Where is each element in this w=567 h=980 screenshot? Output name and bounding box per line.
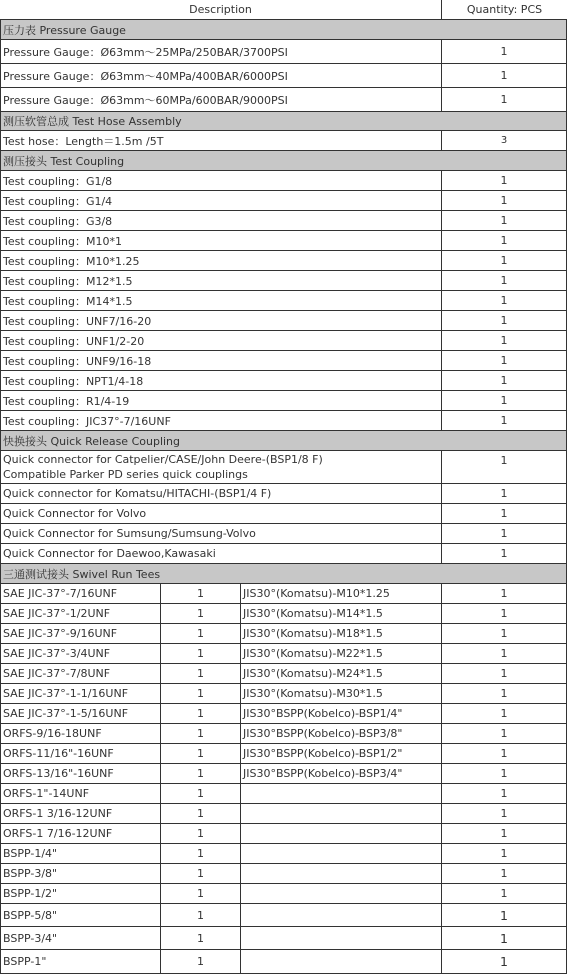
tee-left-quantity: 1 bbox=[160, 724, 240, 744]
tee-right-quantity: 1 bbox=[441, 644, 567, 664]
table-row bbox=[0, 331, 567, 351]
tee-left-quantity: 1 bbox=[160, 784, 240, 804]
item-description bbox=[0, 451, 441, 484]
table-row bbox=[0, 64, 567, 88]
table-row bbox=[0, 451, 567, 484]
item-description: Test coupling：M12*1.5 bbox=[0, 271, 441, 291]
item-quantity: 1 bbox=[441, 411, 567, 431]
table-row bbox=[0, 624, 567, 644]
section-title: 三通测试接头 Swivel Run Tees bbox=[0, 564, 567, 584]
tee-left-quantity: 1 bbox=[160, 844, 240, 864]
item-description: Test coupling：G1/8 bbox=[0, 171, 441, 191]
item-description: Test coupling：G1/4 bbox=[0, 191, 441, 211]
tee-right-description bbox=[240, 884, 441, 904]
tee-left-quantity: 1 bbox=[160, 904, 240, 927]
tee-left-quantity: 1 bbox=[160, 664, 240, 684]
table-row bbox=[0, 684, 567, 704]
tee-right-quantity: 1 bbox=[441, 604, 567, 624]
tee-left-quantity: 1 bbox=[160, 884, 240, 904]
tee-left-quantity: 1 bbox=[160, 584, 240, 604]
tee-right-description: JIS30°(Komatsu)-M22*1.5 bbox=[240, 644, 441, 664]
tee-right-description bbox=[240, 824, 441, 844]
table-row bbox=[0, 191, 567, 211]
tee-right-quantity: 1 bbox=[441, 844, 567, 864]
section-test-coupling bbox=[0, 151, 567, 171]
item-description: Test coupling：R1/4-19 bbox=[0, 391, 441, 411]
tee-left-quantity: 1 bbox=[160, 804, 240, 824]
section-quick-release bbox=[0, 431, 567, 451]
tee-right-quantity: 1 bbox=[441, 624, 567, 644]
tee-left-description: SAE JIC-37°-7/8UNF bbox=[0, 664, 160, 684]
tee-right-description: JIS30°BSPP(Kobelco)-BSP1/4" bbox=[240, 704, 441, 724]
item-quantity: 1 bbox=[441, 451, 567, 484]
tee-right-quantity: 1 bbox=[441, 724, 567, 744]
tee-right-quantity: 1 bbox=[441, 884, 567, 904]
section-swivel-run-tees bbox=[0, 564, 567, 584]
tee-left-quantity: 1 bbox=[160, 824, 240, 844]
tee-left-description: SAE JIC-37°-3/4UNF bbox=[0, 644, 160, 664]
tee-left-quantity: 1 bbox=[160, 624, 240, 644]
table-row bbox=[0, 844, 567, 864]
tee-right-description bbox=[240, 804, 441, 824]
table-row bbox=[0, 484, 567, 504]
tee-left-description: ORFS-1"-14UNF bbox=[0, 784, 160, 804]
tee-right-description: JIS30°(Komatsu)-M14*1.5 bbox=[240, 604, 441, 624]
item-quantity: 1 bbox=[441, 251, 567, 271]
item-quantity: 1 bbox=[441, 371, 567, 391]
item-quantity: 1 bbox=[441, 271, 567, 291]
tee-left-description: ORFS-9/16-18UNF bbox=[0, 724, 160, 744]
tee-right-quantity: 1 bbox=[441, 704, 567, 724]
tee-right-description: JIS30°(Komatsu)-M18*1.5 bbox=[240, 624, 441, 644]
item-quantity: 1 bbox=[441, 544, 567, 564]
tee-left-description: SAE JIC-37°-1/2UNF bbox=[0, 604, 160, 624]
section-title: 测压接头 Test Coupling bbox=[0, 151, 567, 171]
tee-right-description: JIS30°(Komatsu)-M30*1.5 bbox=[240, 684, 441, 704]
item-description-line: Compatible Parker PD series quick couplings bbox=[3, 468, 248, 481]
tee-left-quantity: 1 bbox=[160, 684, 240, 704]
table-row bbox=[0, 904, 567, 927]
tee-right-description bbox=[240, 927, 441, 950]
table-row bbox=[0, 251, 567, 271]
tee-right-quantity: 1 bbox=[441, 824, 567, 844]
table-row bbox=[0, 131, 567, 151]
tee-right-quantity: 1 bbox=[441, 864, 567, 884]
item-quantity: 3 bbox=[441, 131, 567, 151]
item-description: Test coupling：M10*1.25 bbox=[0, 251, 441, 271]
tee-left-description: ORFS-1 3/16-12UNF bbox=[0, 804, 160, 824]
section-pressure-gauge bbox=[0, 20, 567, 40]
item-description: Test hose：Length＝1.5m /5T bbox=[0, 131, 441, 151]
item-description: Quick connector for Komatsu/HITACHI-(BSP1/4 F) bbox=[0, 484, 441, 504]
section-test-hose bbox=[0, 112, 567, 131]
section-title: 压力表 Pressure Gauge bbox=[0, 20, 567, 40]
table-row bbox=[0, 311, 567, 331]
tee-left-description: BSPP-1/4" bbox=[0, 844, 160, 864]
table-row bbox=[0, 927, 567, 950]
tee-left-description: BSPP-3/4" bbox=[0, 927, 160, 950]
table-row bbox=[0, 291, 567, 311]
table-row bbox=[0, 524, 567, 544]
table-row bbox=[0, 950, 567, 974]
table-row bbox=[0, 864, 567, 884]
tee-right-description bbox=[240, 784, 441, 804]
table-row bbox=[0, 584, 567, 604]
tee-right-quantity: 1 bbox=[441, 684, 567, 704]
table-row bbox=[0, 411, 567, 431]
tee-left-quantity: 1 bbox=[160, 927, 240, 950]
tee-left-quantity: 1 bbox=[160, 864, 240, 884]
tee-left-quantity: 1 bbox=[160, 764, 240, 784]
quantity-header: Quantity: PCS bbox=[441, 0, 567, 20]
tee-right-quantity: 1 bbox=[441, 764, 567, 784]
table-row bbox=[0, 664, 567, 684]
item-quantity: 1 bbox=[441, 191, 567, 211]
tee-right-quantity: 1 bbox=[441, 744, 567, 764]
item-quantity: 1 bbox=[441, 231, 567, 251]
tee-right-description bbox=[240, 950, 441, 974]
tee-right-description: JIS30°BSPP(Kobelco)-BSP1/2" bbox=[240, 744, 441, 764]
item-quantity: 1 bbox=[441, 211, 567, 231]
tee-right-description: JIS30°(Komatsu)-M24*1.5 bbox=[240, 664, 441, 684]
tee-right-description bbox=[240, 904, 441, 927]
table-row bbox=[0, 724, 567, 744]
tee-right-description bbox=[240, 864, 441, 884]
table-row bbox=[0, 351, 567, 371]
item-quantity: 1 bbox=[441, 331, 567, 351]
item-quantity: 1 bbox=[441, 88, 567, 112]
table-row bbox=[0, 804, 567, 824]
item-quantity: 1 bbox=[441, 504, 567, 524]
tee-right-quantity: 1 bbox=[441, 950, 567, 974]
tee-left-description: BSPP-5/8" bbox=[0, 904, 160, 927]
table-row bbox=[0, 884, 567, 904]
table-row bbox=[0, 544, 567, 564]
item-quantity: 1 bbox=[441, 484, 567, 504]
section-title: 测压软管总成 Test Hose Assembly bbox=[0, 112, 567, 131]
item-quantity: 1 bbox=[441, 291, 567, 311]
tee-right-description: JIS30°BSPP(Kobelco)-BSP3/8" bbox=[240, 724, 441, 744]
item-description: Test coupling：M10*1 bbox=[0, 231, 441, 251]
tee-left-description: BSPP-3/8" bbox=[0, 864, 160, 884]
table-row bbox=[0, 211, 567, 231]
item-quantity: 1 bbox=[441, 311, 567, 331]
table-row bbox=[0, 40, 567, 64]
description-header: Description bbox=[0, 0, 441, 20]
item-description: Test coupling：JIC37°-7/16UNF bbox=[0, 411, 441, 431]
tee-left-description: BSPP-1" bbox=[0, 950, 160, 974]
item-description: Test coupling：UNF7/16-20 bbox=[0, 311, 441, 331]
item-description: Pressure Gauge：Ø63mm～25MPa/250BAR/3700PSI bbox=[0, 40, 441, 64]
item-description: Test coupling：M14*1.5 bbox=[0, 291, 441, 311]
tee-left-quantity: 1 bbox=[160, 604, 240, 624]
section-title: 快换接头 Quick Release Coupling bbox=[0, 431, 567, 451]
tee-right-quantity: 1 bbox=[441, 927, 567, 950]
item-quantity: 1 bbox=[441, 64, 567, 88]
tee-left-description: ORFS-11/16"-16UNF bbox=[0, 744, 160, 764]
table-row bbox=[0, 371, 567, 391]
tee-left-quantity: 1 bbox=[160, 744, 240, 764]
item-description: Test coupling：UNF9/16-18 bbox=[0, 351, 441, 371]
tee-left-description: SAE JIC-37°-1-1/16UNF bbox=[0, 684, 160, 704]
table-row bbox=[0, 171, 567, 191]
table-row bbox=[0, 604, 567, 624]
item-description: Pressure Gauge：Ø63mm～60MPa/600BAR/9000PSI bbox=[0, 88, 441, 112]
table-row bbox=[0, 764, 567, 784]
table-row bbox=[0, 231, 567, 251]
tee-right-quantity: 1 bbox=[441, 904, 567, 927]
tee-left-description: SAE JIC-37°-1-5/16UNF bbox=[0, 704, 160, 724]
table-row bbox=[0, 704, 567, 724]
tee-left-description: SAE JIC-37°-9/16UNF bbox=[0, 624, 160, 644]
tee-left-quantity: 1 bbox=[160, 644, 240, 664]
table-row bbox=[0, 824, 567, 844]
table-row bbox=[0, 744, 567, 764]
item-description: Quick Connector for Daewoo,Kawasaki bbox=[0, 544, 441, 564]
table-row bbox=[0, 784, 567, 804]
item-description: Test coupling：G3/8 bbox=[0, 211, 441, 231]
item-description: Quick Connector for Sumsung/Sumsung-Volvo bbox=[0, 524, 441, 544]
table-header bbox=[0, 0, 567, 20]
item-description-line: Quick connector for Catpelier/CASE/John Deere-(BSP1/8 F) bbox=[3, 453, 323, 466]
item-quantity: 1 bbox=[441, 40, 567, 64]
tee-right-description: JIS30°BSPP(Kobelco)-BSP3/4" bbox=[240, 764, 441, 784]
tee-left-quantity: 1 bbox=[160, 950, 240, 974]
item-description: Test coupling：UNF1/2-20 bbox=[0, 331, 441, 351]
tee-left-quantity: 1 bbox=[160, 704, 240, 724]
tee-right-quantity: 1 bbox=[441, 664, 567, 684]
table-row bbox=[0, 271, 567, 291]
item-quantity: 1 bbox=[441, 524, 567, 544]
tee-left-description: ORFS-1 7/16-12UNF bbox=[0, 824, 160, 844]
item-description: Test coupling：NPT1/4-18 bbox=[0, 371, 441, 391]
tee-right-quantity: 1 bbox=[441, 784, 567, 804]
tee-left-description: SAE JIC-37°-7/16UNF bbox=[0, 584, 160, 604]
tee-right-description bbox=[240, 844, 441, 864]
item-quantity: 1 bbox=[441, 391, 567, 411]
table-row bbox=[0, 644, 567, 664]
tee-right-quantity: 1 bbox=[441, 804, 567, 824]
tee-right-quantity: 1 bbox=[441, 584, 567, 604]
table-row bbox=[0, 88, 567, 112]
tee-right-description: JIS30°(Komatsu)-M10*1.25 bbox=[240, 584, 441, 604]
item-quantity: 1 bbox=[441, 171, 567, 191]
item-description: Pressure Gauge：Ø63mm～40MPa/400BAR/6000PSI bbox=[0, 64, 441, 88]
tee-left-description: ORFS-13/16"-16UNF bbox=[0, 764, 160, 784]
table-row bbox=[0, 391, 567, 411]
table-row bbox=[0, 504, 567, 524]
item-description: Quick Connector for Volvo bbox=[0, 504, 441, 524]
item-quantity: 1 bbox=[441, 351, 567, 371]
tee-left-description: BSPP-1/2" bbox=[0, 884, 160, 904]
